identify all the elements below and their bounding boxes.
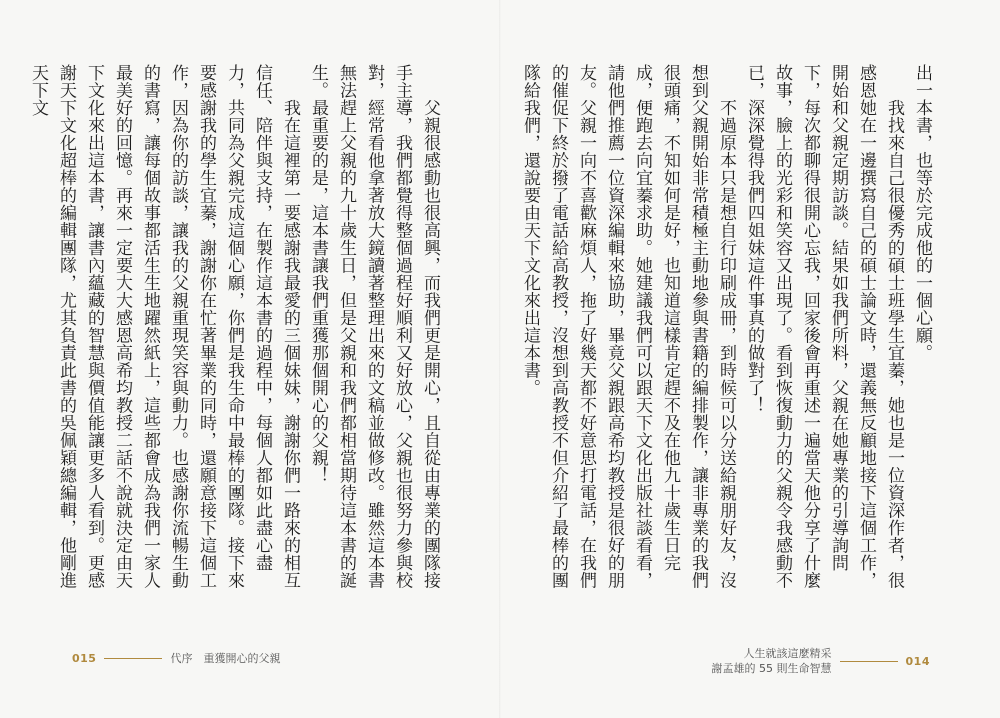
running-title (712, 646, 832, 676)
page-number: 014 (905, 654, 930, 668)
running-title-line-2: 謝孟雄的 55 則生命智慧 (711, 662, 832, 675)
right-page-body: 出一本書，也等於完成他的一個心願。 我找來自己很優秀的碩士班學生宜蓁，她也是一位資深作者，很感恩她在一邊撰寫自己的碩士論文時，還義無反顧地接下這個工作，開始和父親定期訪談。結果如我們所料，父親在她專業的引導詢問下，每次都聊得很開心忘我，回家後會再重述一遍當天他分享了什麼故事，臉上的光彩和笑容又出現了。看到恢復動力的父親令我感動不已，深深覺得我們四姐妹這件事真的做對了！ 不過原本只是想自行印刷成冊，到時候可以分送給親朋好友，沒想到父親開始非常積極主動地參與書籍的編排製作，讓非專業的我們很頭痛，不知如何是好，也知道這樣肯定趕不及在他九十歲生日完成，便跑去向宜蓁求助。她建議我們可以跟天下文化出版社談看看，請他們推薦一位資深編輯來協助，畢竟父親跟高希均教授是很好的朋友。父親一向不喜歡麻煩人，拖了好幾天都不好意思打電話，在我們的催促下終於撥了電話給高教授，沒想到高教授不但介紹了最棒的團隊給我們，還說要由天下文化來出這本書。 (520, 64, 932, 589)
page-number: 015 (72, 651, 97, 665)
running-title: 代序 重獲開心的父親 (170, 652, 281, 665)
running-title-line-1: 人生就該這麼精采 (743, 647, 832, 660)
left-page-footer (72, 650, 280, 666)
right-page-footer (712, 646, 930, 676)
left-page-body: 父親很感動也很高興，而我們更是開心，且自從由專業的團隊接手主導，我們都覺得整個過程好順利又好放心，父親也很努力參與校對，經常看他拿著放大鏡讀著整理出來的文稿並做修改。雖然這本書無法趕上父親的九十歲生日，但是父親和我們都相當期待這本書的誕生。最重要的是，這本書讓我們重獲那個開心的父親！ 我在這裡第一要感謝我最愛的三個妹妹，謝謝你們一路來的相互信任、陪伴與支持，在製作這本書的過程中，每個人都如此盡心盡力，共同為父親完成這個心願，你們是我生命中最棒的團隊。接下來要感謝我的學生宜蓁，謝謝你在忙著畢業的同時，還願意接下這個工作，因為你的訪談，讓我的父親重現笑容與動力。也感謝你流暢生動的書寫，讓每個故事都活生生地躍然紙上，這些都會成為我們一家人最美好的回憶。再來一定要大大感恩高希均教授二話不說就決定由天下文化來出這本書，讓書內蘊藏的智慧與價值能讓更多人看到。更感謝天下文化超棒的編輯團隊，尤其負責此書的吳佩穎總編輯，他剛進天下文 (28, 64, 440, 589)
footer-rule (104, 658, 162, 659)
right-page (500, 0, 1000, 718)
footer-rule (840, 661, 898, 662)
